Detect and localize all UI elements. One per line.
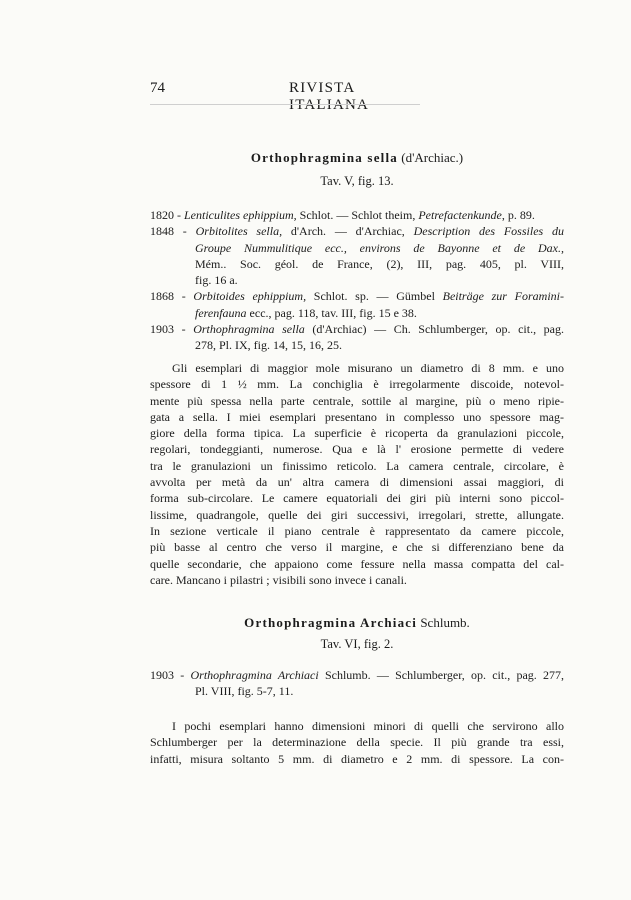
paragraph-line: quelle secondarie, che appaiono come fessure nella massa compatta del cal- bbox=[150, 556, 564, 571]
paragraph-line: In sezione verticale il piano centrale è rappresentato da camere piccole, bbox=[150, 523, 564, 538]
synonymy-text: Schlot. — Schlot theim, bbox=[296, 208, 419, 222]
header-rule bbox=[150, 104, 420, 105]
species-heading-1 bbox=[150, 150, 564, 166]
synonymy-taxon: Orthophragmina Archiaci bbox=[190, 668, 319, 682]
synonymy-title: Description des Fossiles du bbox=[413, 224, 564, 239]
synonymy-taxon: Orbitoides ephippium, bbox=[193, 289, 307, 304]
synonymy-title: Petrefactenkunde bbox=[418, 208, 502, 222]
paragraph-line: infatti, misura soltanto 5 mm. di diametro e 2 mm. di spessore. La con- bbox=[150, 751, 564, 766]
synonymy-taxon: Orthophragmina sella bbox=[193, 322, 305, 337]
synonymy-title: ferenfauna bbox=[195, 305, 247, 320]
synonymy-line bbox=[150, 305, 564, 321]
paragraph-line: più basse al centro che verso il margine, e che si differenziano bene da bbox=[150, 540, 564, 555]
paragraph-line: lissime, quadrangole, quelle dei giri successivi, irregolari, strette, allungate. bbox=[150, 507, 564, 522]
running-head: RIVISTA ITALIANA bbox=[289, 80, 370, 113]
paragraph-line: giore della forma tipica. La superficie è ricoperta da granulazioni piccole, bbox=[150, 426, 564, 441]
page-header bbox=[150, 80, 420, 113]
synonymy-list-2 bbox=[150, 667, 564, 700]
paragraph-line: care. Mancano i pilastri ; visibili sono invece i canali. bbox=[150, 572, 407, 587]
plate-reference-2: Tav. VI, fig. 2. bbox=[320, 637, 394, 651]
synonymy-title: Groupe Nummulitique ecc., environs de Bayonne et de Dax., bbox=[195, 240, 564, 255]
paragraph-line: avvolta per metà da un' altra camera di dimensioni assai maggiori, di bbox=[150, 475, 564, 490]
synonymy-line bbox=[150, 288, 564, 304]
synonymy-line bbox=[150, 667, 564, 683]
synonymy-text: (d'Archiac) — Ch. Schlumberger, op. cit., pag. bbox=[304, 322, 564, 337]
species-author: (d'Archiac.) bbox=[401, 150, 464, 165]
synonymy-line bbox=[150, 683, 564, 699]
synonymy-line bbox=[150, 256, 564, 272]
synonymy-year: 1848 - bbox=[150, 224, 196, 239]
species-author: Schlumb. bbox=[420, 615, 470, 630]
synonymy-list-1 bbox=[150, 207, 564, 354]
synonymy-text: Schlumb. — Schlumberger, op. cit., pag. 277, bbox=[318, 668, 565, 682]
synonymy-line bbox=[150, 272, 564, 288]
synonymy-year: 1903 - bbox=[150, 668, 191, 682]
synonymy-title: Beiträge zur Foramini- bbox=[442, 289, 564, 304]
page-number: 74 bbox=[150, 80, 165, 96]
synonymy-line bbox=[150, 207, 564, 223]
synonymy-year: 1868 - bbox=[150, 289, 194, 304]
plate-reference-1: Tav. V, fig. 13. bbox=[320, 174, 394, 188]
synonymy-line bbox=[150, 337, 564, 353]
paragraph-line: gata a sella. I miei esemplari presentano in complesso uno spessore mag- bbox=[150, 409, 564, 424]
synonymy-text: Schlot. sp. — Gümbel bbox=[306, 289, 443, 304]
species-heading-2 bbox=[150, 615, 564, 631]
paragraph-line: regolari, tondeggianti, numerose. Qua e là l' erosione permette di vedere bbox=[150, 442, 564, 457]
synonymy-text: fig. 16 a. bbox=[195, 273, 238, 288]
description-paragraph-2 bbox=[150, 718, 564, 767]
paragraph-line: forma sub-circolare. Le camere equatoriali dei giri più interni sono piccol- bbox=[150, 491, 564, 506]
paragraph-line: spessore di 1 ½ mm. La conchiglia è irregolarmente discoide, notevol- bbox=[150, 377, 564, 392]
synonymy-line bbox=[150, 240, 564, 256]
paragraph-line: Gli esemplari di maggior mole misurano un diametro di 8 mm. e uno bbox=[172, 361, 564, 375]
synonymy-text: d'Arch. — d'Archiac, bbox=[282, 224, 414, 239]
synonymy-year: 1820 - bbox=[150, 208, 184, 222]
description-paragraph-1 bbox=[150, 360, 564, 588]
synonymy-text: Pl. VIII, fig. 5-7, 11. bbox=[195, 684, 294, 699]
paragraph-line: mente più spessa nella parte centrale, sottile al margine, più o meno ripie- bbox=[150, 393, 564, 408]
synonymy-year: 1903 - bbox=[150, 322, 194, 337]
paragraph-line: I pochi esemplari hanno dimensioni minori di quelli che servirono allo bbox=[172, 719, 564, 733]
paragraph-line: Schlumberger per la determinazione della specie. Il più grande tra essi, bbox=[150, 735, 564, 750]
synonymy-text: , p. 89. bbox=[501, 208, 535, 222]
synonymy-taxon: Orbitolites sella, bbox=[195, 224, 283, 239]
synonymy-line bbox=[150, 321, 564, 337]
paragraph-line: tra le granulazioni un finissimo reticolo. La camera centrale, circolare, è bbox=[150, 458, 564, 473]
synonymy-text: 278, Pl. IX, fig. 14, 15, 16, 25. bbox=[195, 338, 342, 353]
synonymy-text: ecc., pag. 118, tav. III, fig. 15 e 38. bbox=[246, 305, 417, 320]
synonymy-taxon: Lenticulites ephippium, bbox=[184, 208, 297, 222]
synonymy-text: Mém.. Soc. géol. de France, (2), III, pag. 405, pl. VIII, bbox=[195, 256, 564, 271]
species-name: Orthophragmina sella bbox=[250, 150, 398, 165]
species-name: Orthophragmina Archiaci bbox=[244, 615, 418, 630]
synonymy-line bbox=[150, 223, 564, 239]
